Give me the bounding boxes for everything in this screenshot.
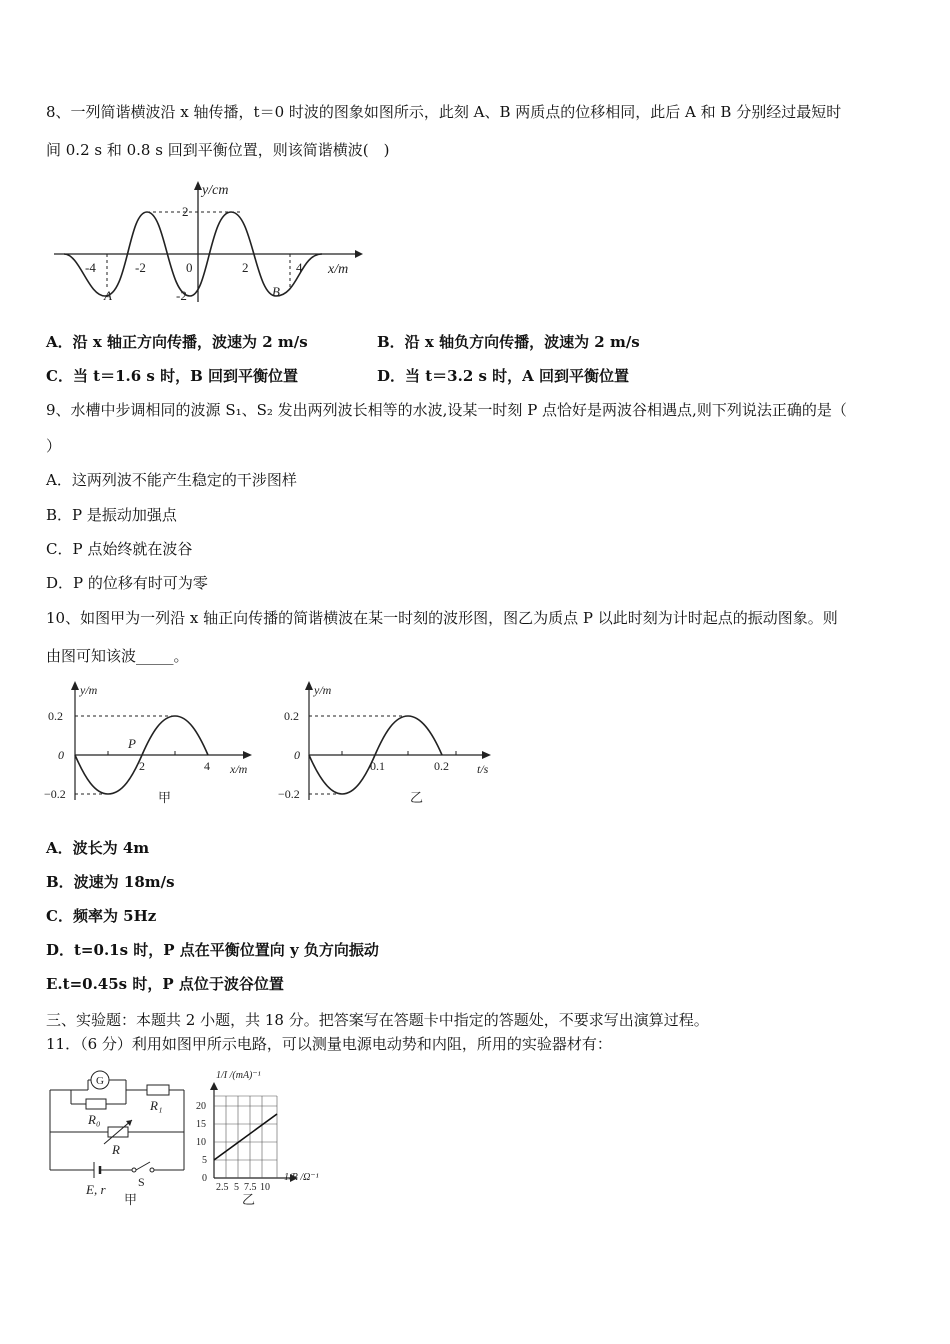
graph-xtick-10: 10 xyxy=(260,1182,270,1193)
q10-line2: 由图可知该波_____。 xyxy=(46,647,189,665)
q11-circuit-jia xyxy=(46,1066,196,1211)
circuit-s: S xyxy=(138,1175,145,1189)
jia-top: 0.2 xyxy=(48,709,63,723)
q8-ytick-neg2: -2 xyxy=(176,288,187,303)
graph-x-label: 1/R /Ω⁻¹ xyxy=(284,1172,319,1183)
circuit-r0: R₀ xyxy=(88,1112,101,1127)
q8-option-d[interactable]: D．当 t＝3.2 s 时，A 回到平衡位置 xyxy=(377,367,630,385)
q9-line2: ） xyxy=(46,437,62,455)
graph-ytick-10: 10 xyxy=(196,1137,206,1148)
yi-bottom: −0.2 xyxy=(278,787,300,801)
graph-ytick-0: 0 xyxy=(202,1173,207,1184)
circuit-r: R xyxy=(112,1142,120,1157)
q10-option-e[interactable]: E.t=0.45s 时，P 点位于波谷位置 xyxy=(46,975,284,993)
q8-point-a: A xyxy=(104,288,112,303)
jia-x-label: x/m xyxy=(230,762,248,776)
circuit-e: E, r xyxy=(86,1182,106,1197)
circuit-g: G xyxy=(96,1075,104,1087)
q10-option-c[interactable]: C．频率为 5Hz xyxy=(46,907,157,925)
yi-top: 0.2 xyxy=(284,709,299,723)
yi-origin: 0 xyxy=(294,748,300,762)
q9-option-b[interactable]: B．P 是振动加强点 xyxy=(46,506,177,524)
graph-ytick-20: 20 xyxy=(196,1101,206,1112)
yi-y-label: y/m xyxy=(314,683,332,697)
yi-x-label: t/s xyxy=(477,762,489,776)
q8-point-b: B xyxy=(272,284,280,299)
q11-line1: 11．（6 分）利用如图甲所示电路，可以测量电源电动势和内阻，所用的实验器材有： xyxy=(46,1035,612,1053)
jia-tick-4: 4 xyxy=(204,759,210,773)
circuit-r1: R₁ xyxy=(150,1098,163,1113)
yi-tick-01: 0.1 xyxy=(370,759,385,773)
q8-line2: 间 0.2 s 和 0.8 s 回到平衡位置，则该简谐横波( ) xyxy=(46,141,390,159)
q8-xtick-neg4: -4 xyxy=(85,260,96,275)
jia-caption: 甲 xyxy=(158,790,172,805)
section3-heading: 三、实验题：本题共 2 小题，共 18 分。把答案写在答题卡中指定的答题处，不要求写出演算过程。 xyxy=(46,1011,709,1029)
graph-y-label: 1/I /(mA)⁻¹ xyxy=(216,1070,261,1081)
q8-ytick-2: 2 xyxy=(182,204,189,219)
q8-xtick-2: 2 xyxy=(242,260,249,275)
graph-xtick-5: 5 xyxy=(234,1182,239,1193)
q8-xtick-neg2: -2 xyxy=(135,260,146,275)
jia-y-label: y/m xyxy=(80,683,98,697)
circuit-caption: 甲 xyxy=(124,1192,138,1207)
q8-line1: 8、一列简谐横波沿 x 轴传播，t＝0 时波的图象如图所示，此刻 A、B 两质点的位移相同，此后 A 和 B 分别经过最短时 xyxy=(46,103,842,121)
q8-xtick-4: 4 xyxy=(296,260,303,275)
q8-option-a[interactable]: A．沿 x 轴正方向传播，波速为 2 m/s xyxy=(46,333,308,351)
q9-line1: 9、水槽中步调相同的波源 S₁、S₂ 发出两列波长相等的水波,设某一时刻 P 点恰好是两波谷相遇点,则下列说法正确的是（ xyxy=(46,401,847,419)
q8-xtick-0: 0 xyxy=(186,260,193,275)
q10-option-d[interactable]: D．t=0.1s 时，P 点在平衡位置向 y 负方向振动 xyxy=(46,941,379,959)
jia-origin: 0 xyxy=(58,748,64,762)
graph-xtick-2-5: 2.5 xyxy=(216,1182,229,1193)
jia-bottom: −0.2 xyxy=(44,787,66,801)
q8-option-c[interactable]: C．当 t＝1.6 s 时，B 回到平衡位置 xyxy=(46,367,298,385)
graph-caption: 乙 xyxy=(242,1192,256,1207)
q10-graph-jia xyxy=(40,678,265,808)
q9-option-c[interactable]: C．P 点始终就在波谷 xyxy=(46,540,193,558)
q8-wave-graph xyxy=(50,178,370,308)
q10-option-a[interactable]: A．波长为 4m xyxy=(46,839,150,857)
q10-line1: 10、如图甲为一列沿 x 轴正向传播的简谐横波在某一时刻的波形图，图乙为质点 P 以此时刻为计时起点的振动图象。则 xyxy=(46,609,838,627)
jia-tick-2: 2 xyxy=(139,759,145,773)
q9-option-d[interactable]: D．P 的位移有时可为零 xyxy=(46,574,208,592)
q10-graph-yi xyxy=(272,678,502,808)
graph-ytick-15: 15 xyxy=(196,1119,206,1130)
yi-tick-02: 0.2 xyxy=(434,759,449,773)
yi-caption: 乙 xyxy=(410,790,424,805)
q9-option-a[interactable]: A．这两列波不能产生稳定的干涉图样 xyxy=(46,471,297,489)
jia-p: P xyxy=(128,736,136,751)
q11-graph-yi xyxy=(192,1066,332,1211)
q8-option-b[interactable]: B．沿 x 轴负方向传播，波速为 2 m/s xyxy=(377,333,640,351)
graph-ytick-5: 5 xyxy=(202,1155,207,1166)
q8-x-label: x/m xyxy=(328,262,349,277)
graph-xtick-7-5: 7.5 xyxy=(244,1182,257,1193)
q8-y-label: y/cm xyxy=(202,183,229,198)
q10-option-b[interactable]: B．波速为 18m/s xyxy=(46,873,175,891)
